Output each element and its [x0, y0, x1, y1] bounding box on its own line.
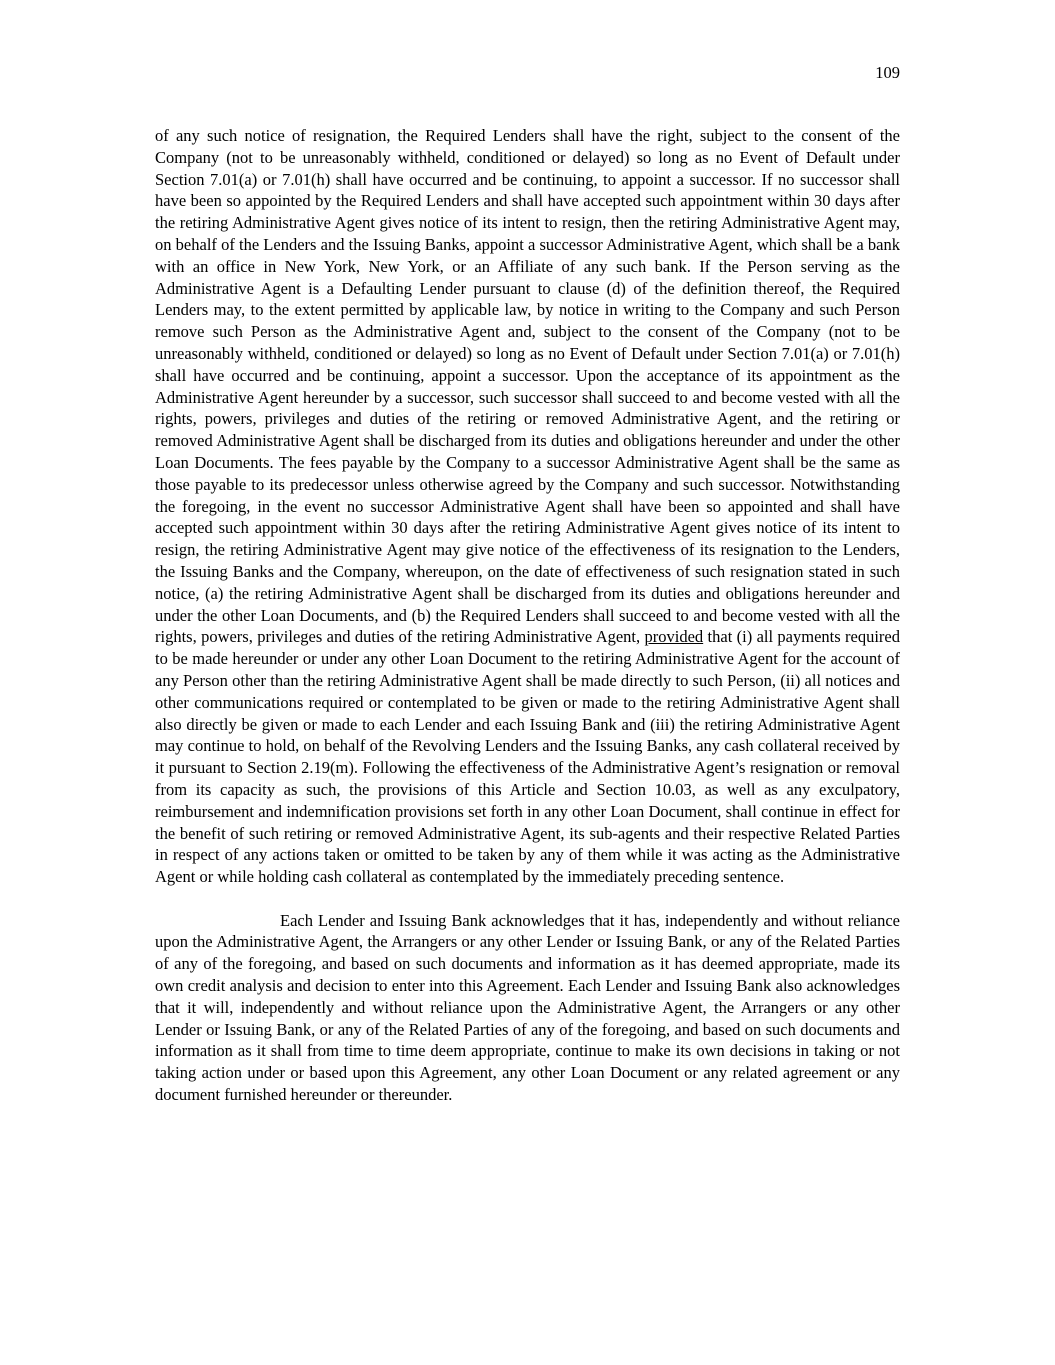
paragraph-resignation: [155, 125, 900, 888]
paragraph-resignation-text-2: that (i) all payments required to be made hereunder or under any other Loan Document to the retiring Administrative Agent for the account of any Person other than the retiring Administrative Agent shall be made directly to such Person, (ii) all notices and other communications required or contemplated to be given or made to the retiring Administrative Agent shall also directly be given or made to each Lender and each Issuing Bank and (iii) the retiring Administrative Agent may continue to hold, on behalf of the Revolving Lenders and the Issuing Banks, any cash collateral received by it pursuant to Section 2.19(m). Following the effectiveness of the Administrative Agent’s resignation or removal from its capacity as such, the provisions of this Article and Section 10.03, as well as any exculpatory, reimbursement and indemnification provisions set forth in any other Loan Document, shall continue in effect for the benefit of such retiring or removed Administrative Agent, its sub-agents and their respective Related Parties in respect of any actions taken or omitted to be taken by any of them while it was acting as the Administrative Agent or while holding cash collateral as contemplated by the immediately preceding sentence.: [155, 627, 901, 887]
paragraph-acknowledgement: Each Lender and Issuing Bank acknowledges that it has, independently and without reliance upon the Administrative Agent, the Arrangers or any other Lender or Issuing Bank, or any of the Related Parties of any of the foregoing, and based on such documents and information as it has deemed appropriate, made its own credit analysis and decision to enter into this Agreement. Each Lender and Issuing Bank also acknowledges that it will, independently and without reliance upon the Administrative Agent, the Arrangers or any other Lender or Issuing Bank, or any of the Related Parties of any of the foregoing, and based on such documents and information as it shall from time to time deem appropriate, continue to make its own decisions in taking or not taking action under or based upon this Agreement, any other Loan Document or any related agreement or any document furnished hereunder or thereunder.: [155, 910, 900, 1105]
paragraph-resignation-text-1: of any such notice of resignation, the Required Lenders shall have the right, subject to the consent of the Company (not to be unreasonably withheld, conditioned or delayed) so long as no Event of Default under Section 7.01(a) or 7.01(h) shall have occurred and be continuing, to appoint a successor. If no successor shall have been so appointed by the Required Lenders and shall have accepted such appointment within 30 days after the retiring Administrative Agent gives notice of its intent to resign, then the retiring Administrative Agent may, on behalf of the Lenders and the Issuing Banks, appoint a successor Administrative Agent, which shall be a bank with an office in New York, New York, or an Affiliate of any such bank. If the Person serving as the Administrative Agent is a Defaulting Lender pursuant to clause (d) of the definition thereof, the Required Lenders may, to the extent permitted by applicable law, by notice in writing to the Company and such Person remove such Person as the Administrative Agent and, subject to the consent of the Company (not to be unreasonably withheld, conditioned or delayed) so long as no Event of Default under Section 7.01(a) or 7.01(h) shall have occurred and be continuing, appoint a successor. Upon the acceptance of its appointment as the Administrative Agent hereunder by a successor, such successor shall succeed to and become vested with all the rights, powers, privileges and duties of the retiring or removed Administrative Agent, and the retiring or removed Administrative Agent shall be discharged from its duties and obligations hereunder and under the other Loan Documents. The fees payable by the Company to a successor Administrative Agent shall be the same as those payable to its predecessor unless otherwise agreed by the Company and such successor. Notwithstanding the foregoing, in the event no successor Administrative Agent shall have been so appointed and shall have accepted such appointment within 30 days after the retiring Administrative Agent gives notice of its intent to resign, the retiring Administrative Agent may give notice of the effectiveness of its resignation to the Lenders, the Issuing Banks and the Company, whereupon, on the date of effectiveness of such resignation stated in such notice, (a) the retiring Administrative Agent shall be discharged from its duties and obligations hereunder and under the other Loan Documents, and (b) the Required Lenders shall succeed to and become vested with all the rights, powers, privileges and duties of the retiring Administrative Agent,: [155, 126, 900, 647]
page-number: 109: [875, 63, 900, 82]
provided-term: provided: [644, 627, 704, 647]
document-body: [155, 125, 900, 1106]
